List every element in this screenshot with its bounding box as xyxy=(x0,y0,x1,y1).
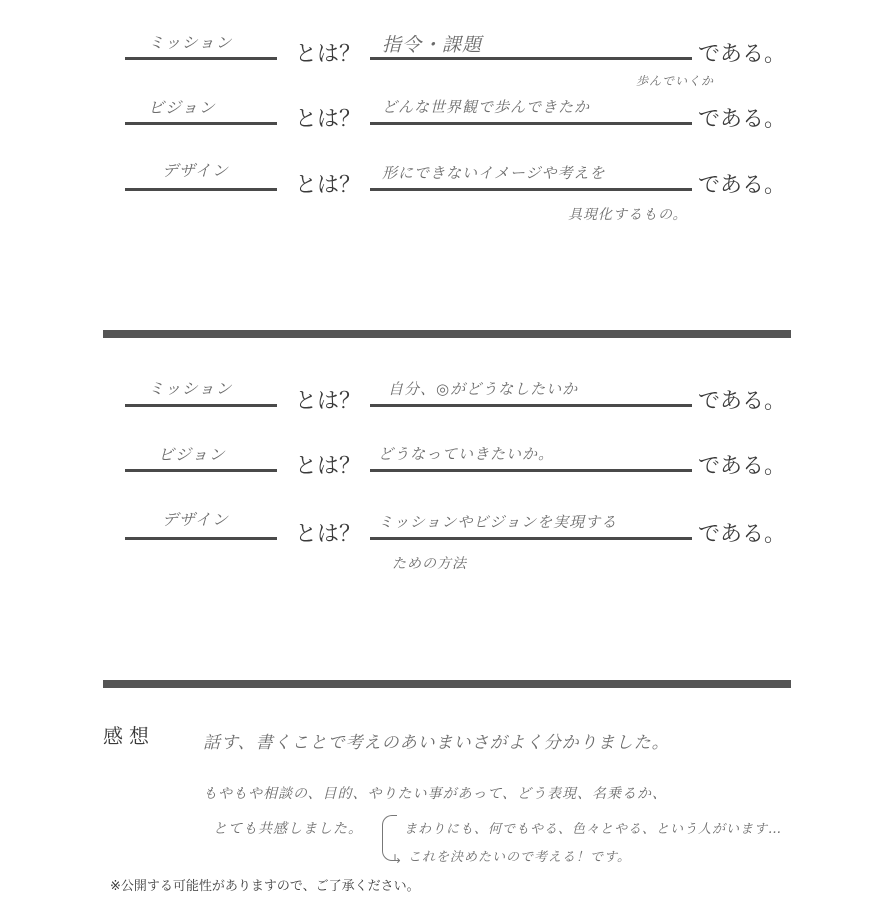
blank-line xyxy=(125,188,277,191)
answer-vision-2: どうなっていきたいか。 xyxy=(378,445,555,463)
blank-line xyxy=(370,188,692,191)
toha-label: とは？ xyxy=(295,454,362,479)
blank-line xyxy=(370,57,692,60)
impression-line: とても共感しました。 xyxy=(213,821,363,837)
answer-design-1-continuation: 具現化するもの。 xyxy=(568,207,688,223)
toha-label: とは？ xyxy=(295,173,362,198)
disclaimer-note: ※公開する可能性がありますので、ご了承ください。 xyxy=(110,879,420,894)
answer-mission-1: 指令・課題 xyxy=(382,34,483,56)
answer-vision-1-extra: 歩んでいくか xyxy=(636,74,715,88)
blank-line xyxy=(370,404,692,407)
term-mission-2: ミッション xyxy=(148,379,233,398)
term-mission-1: ミッション xyxy=(148,33,233,52)
toha-label: とは？ xyxy=(295,42,362,67)
answer-design-2-continuation: ための方法 xyxy=(392,556,467,572)
term-design-1: デザイン xyxy=(162,161,229,180)
impressions-title: 感想 xyxy=(103,724,155,748)
blank-line xyxy=(125,537,277,540)
blank-line xyxy=(125,404,277,407)
blank-line xyxy=(370,537,692,540)
answer-design-1: 形にできないイメージや考えを xyxy=(382,164,606,182)
term-design-2: デザイン xyxy=(162,510,229,529)
dearu-label: である。 xyxy=(698,173,787,198)
impression-line: まわりにも、何でもやる、色々とやる、という人がいます… xyxy=(404,822,783,837)
answer-mission-2: 自分、◎がどうなしたいか xyxy=(388,380,579,398)
answer-design-2: ミッションやビジョンを実現する xyxy=(378,513,618,531)
blank-line xyxy=(125,57,277,60)
section-divider xyxy=(103,680,791,688)
term-vision-1: ビジョン xyxy=(148,98,216,117)
blank-line xyxy=(125,469,277,472)
dearu-label: である。 xyxy=(698,107,787,132)
blank-line xyxy=(125,122,277,125)
blank-line xyxy=(370,469,692,472)
toha-label: とは？ xyxy=(295,107,362,132)
term-vision-2: ビジョン xyxy=(158,445,226,464)
dearu-label: である。 xyxy=(698,389,787,414)
toha-label: とは？ xyxy=(295,522,362,547)
dearu-label: である。 xyxy=(698,454,787,479)
impression-line: 話す、書くことで考えのあいまいさがよく分かりました。 xyxy=(203,733,670,753)
blank-line xyxy=(370,122,692,125)
section-divider xyxy=(103,330,791,338)
toha-label: とは？ xyxy=(295,389,362,414)
dearu-label: である。 xyxy=(698,522,787,547)
dearu-label: である。 xyxy=(698,42,787,67)
arrow-icon: ↳ xyxy=(392,852,403,866)
impression-line: もやもや相談の、目的、やりたい事があって、どう表現、名乗るか、 xyxy=(203,786,668,802)
impression-line: これを決めたいので考える！です。 xyxy=(408,850,631,865)
answer-vision-1: どんな世界観で歩んできたか xyxy=(382,98,591,116)
